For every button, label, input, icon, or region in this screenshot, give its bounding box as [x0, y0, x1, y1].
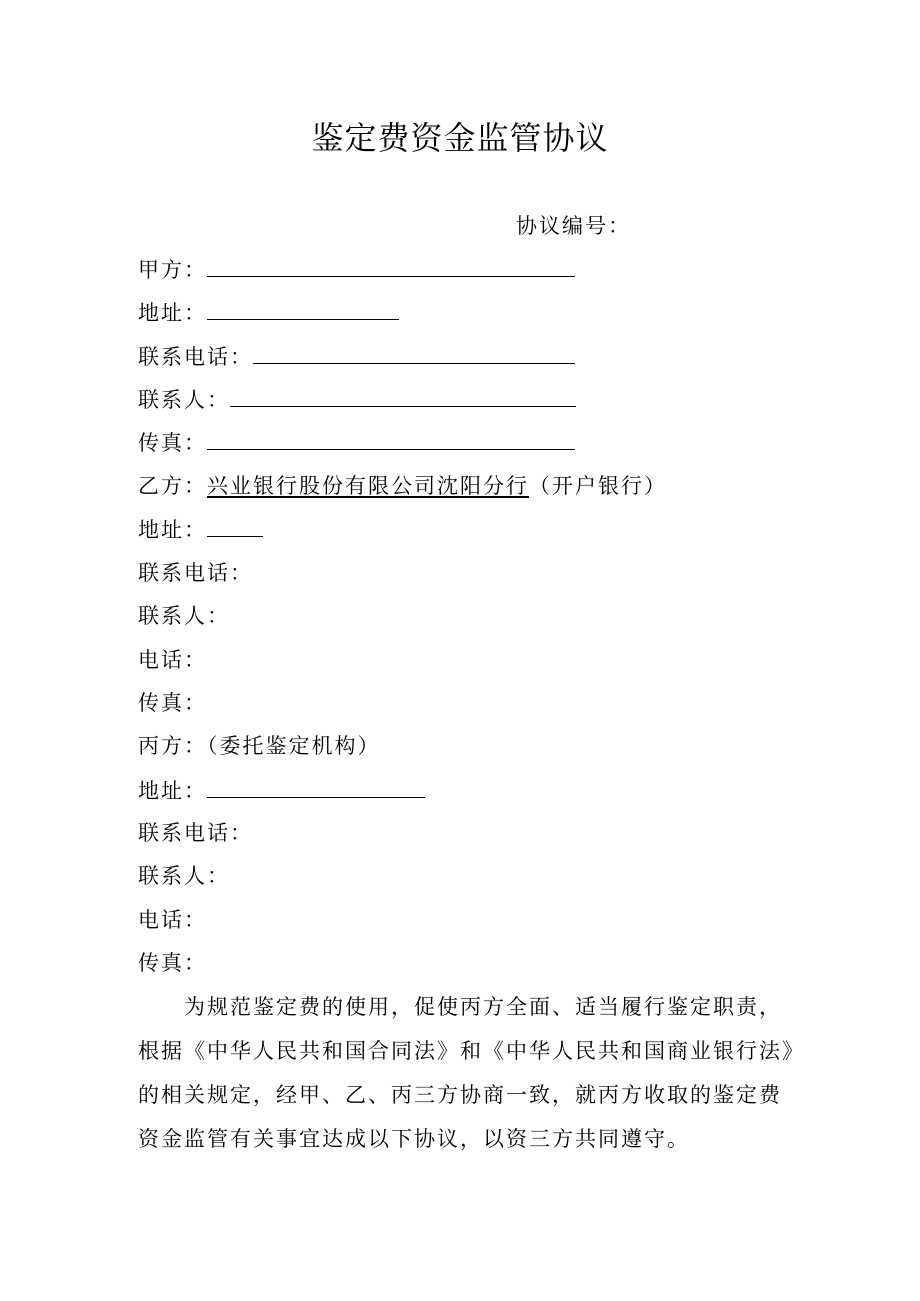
document-title: 鉴定费资金监管协议	[311, 119, 609, 157]
agreement-number-label: 协议编号：	[516, 214, 631, 238]
party-c-phone-line	[138, 818, 253, 848]
party-c-contact-label: 联系人：	[138, 864, 230, 888]
party-c-address-line	[138, 775, 425, 806]
party-c-tel-label: 电话：	[138, 908, 207, 932]
party-b-phone-label: 联系电话：	[138, 561, 253, 585]
party-c-address-blank[interactable]	[207, 775, 425, 798]
party-c-name-label: 丙方：	[138, 734, 207, 758]
party-a-phone-line	[138, 341, 575, 372]
party-c-name-line	[138, 731, 381, 761]
party-a-name-line	[138, 254, 575, 285]
party-b-name-value: 兴业银行股份有限公司沈阳分行	[207, 474, 529, 498]
party-c-fax-line	[138, 948, 207, 978]
party-a-contact-blank[interactable]	[230, 384, 576, 407]
party-a-address-line	[138, 297, 399, 328]
party-b-fax-label: 传真：	[138, 691, 207, 715]
preamble-line: 资金监管有关事宜达成以下协议，以资三方共同遵守。	[138, 1127, 690, 1151]
party-a-name-label: 甲方：	[138, 258, 207, 282]
party-a-phone-label: 联系电话：	[138, 345, 253, 369]
party-a-address-blank[interactable]	[207, 297, 399, 320]
party-a-name-blank[interactable]	[207, 254, 575, 277]
preamble-paragraph	[138, 985, 805, 1161]
party-a-contact-label: 联系人：	[138, 388, 230, 412]
party-b-address-blank[interactable]	[207, 514, 263, 537]
party-b-contact-label: 联系人：	[138, 604, 230, 628]
party-c-name-note: （委托鉴定机构）	[207, 734, 381, 758]
party-b-tel-line	[138, 645, 207, 675]
party-c-phone-label: 联系电话：	[138, 821, 253, 845]
party-a-fax-blank[interactable]	[207, 427, 575, 450]
party-b-address-label: 地址：	[138, 518, 207, 542]
preamble-line: 的相关规定，经甲、乙、丙三方协商一致，就丙方收取的鉴定费	[138, 1083, 782, 1107]
party-c-contact-line	[138, 861, 230, 891]
party-b-name-line	[138, 471, 667, 501]
party-b-fax-line	[138, 688, 207, 718]
party-a-fax-line	[138, 427, 575, 458]
party-b-contact-line	[138, 601, 230, 631]
preamble-line: 为规范鉴定费的使用，促使丙方全面、适当履行鉴定职责，	[184, 995, 782, 1019]
party-b-name-label: 乙方：	[138, 474, 207, 498]
party-c-tel-line	[138, 905, 207, 935]
party-b-name-note: （开户银行）	[529, 474, 667, 498]
party-b-tel-label: 电话：	[138, 648, 207, 672]
party-a-fax-label: 传真：	[138, 431, 207, 455]
party-c-fax-label: 传真：	[138, 951, 207, 975]
preamble-line: 根据《中华人民共和国合同法》和《中华人民共和国商业银行法》	[138, 1039, 805, 1063]
party-a-address-label: 地址：	[138, 301, 207, 325]
party-b-address-line	[138, 514, 263, 545]
party-b-phone-line	[138, 558, 253, 588]
party-a-phone-blank[interactable]	[253, 341, 575, 364]
party-c-address-label: 地址：	[138, 779, 207, 803]
party-a-contact-line	[138, 384, 576, 415]
